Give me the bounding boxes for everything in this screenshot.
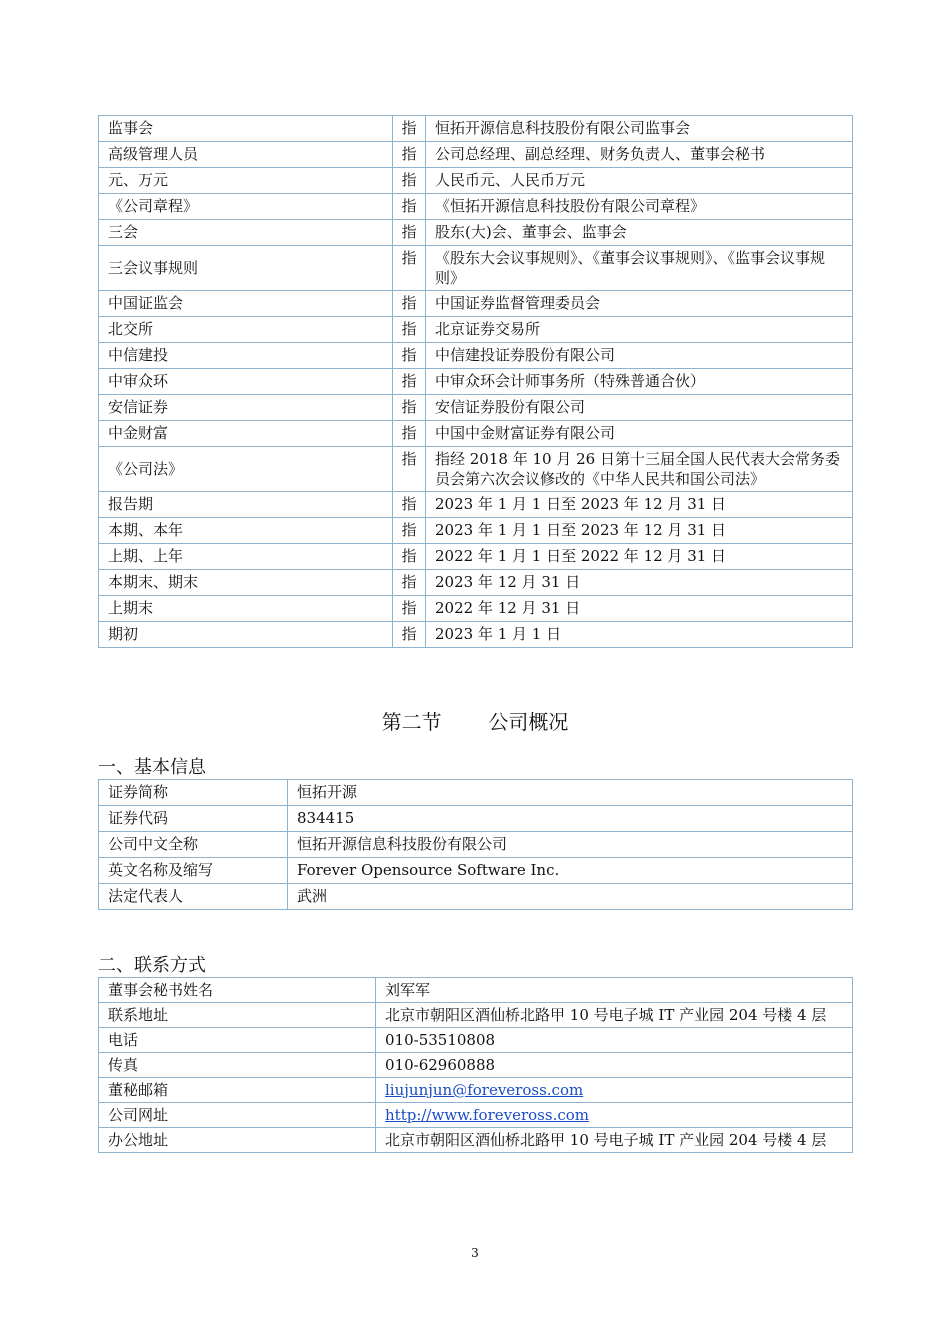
basic-info-table <box>98 779 853 910</box>
table-row <box>99 832 853 858</box>
meaning-cell: 公司总经理、副总经理、财务负责人、董事会秘书 <box>426 142 853 168</box>
section-number: 第二节 <box>381 710 442 734</box>
table-row <box>99 1003 853 1028</box>
term-cell: 监事会 <box>99 116 393 142</box>
table-row <box>99 1128 853 1153</box>
email-link[interactable]: liujunjun@foreveross.com <box>385 1081 584 1099</box>
value-cell: 北京市朝阳区酒仙桥北路甲 10 号电子城 IT 产业园 204 号楼 4 层 <box>376 1003 853 1028</box>
label-cell: 证券代码 <box>99 806 288 832</box>
term-cell: 上期末 <box>99 596 393 622</box>
meaning-cell: 北京证券交易所 <box>426 317 853 343</box>
term-cell: 中国证监会 <box>99 291 393 317</box>
zhi-cell: 指 <box>393 317 426 343</box>
label-cell: 联系地址 <box>99 1003 376 1028</box>
table-row <box>99 1028 853 1053</box>
label-cell: 公司中文全称 <box>99 832 288 858</box>
label-cell: 传真 <box>99 1053 376 1078</box>
website-link[interactable]: http://www.foreveross.com <box>385 1106 589 1124</box>
table-row <box>99 1078 853 1103</box>
meaning-cell: 人民币元、人民币万元 <box>426 168 853 194</box>
table-row <box>99 570 853 596</box>
meaning-cell: 2023 年 12 月 31 日 <box>426 570 853 596</box>
zhi-cell: 指 <box>393 168 426 194</box>
meaning-cell: 安信证券股份有限公司 <box>426 395 853 421</box>
label-cell: 法定代表人 <box>99 884 288 910</box>
meaning-cell: 中国证券监督管理委员会 <box>426 291 853 317</box>
meaning-cell: 《恒拓开源信息科技股份有限公司章程》 <box>426 194 853 220</box>
definitions-table <box>98 115 853 648</box>
table-row <box>99 884 853 910</box>
meaning-cell: 指经 2018 年 10 月 26 日第十三届全国人民代表大会常务委员会第六次会议修改的《中华人民共和国公司法》 <box>426 447 853 492</box>
label-cell: 证券简称 <box>99 780 288 806</box>
term-cell: 上期、上年 <box>99 544 393 570</box>
meaning-cell: 2022 年 1 月 1 日至 2022 年 12 月 31 日 <box>426 544 853 570</box>
table-row <box>99 978 853 1003</box>
term-cell: 本期末、期末 <box>99 570 393 596</box>
zhi-cell: 指 <box>393 622 426 648</box>
table-row <box>99 544 853 570</box>
page-number: 3 <box>471 1246 479 1260</box>
table-row <box>99 596 853 622</box>
label-cell: 公司网址 <box>99 1103 376 1128</box>
value-cell <box>376 1078 853 1103</box>
table-row <box>99 369 853 395</box>
section-heading: 公司概况 <box>488 710 569 734</box>
term-cell: 中审众环 <box>99 369 393 395</box>
zhi-cell: 指 <box>393 596 426 622</box>
basic-info-heading: 一、基本信息 <box>98 757 206 778</box>
meaning-cell: 2022 年 12 月 31 日 <box>426 596 853 622</box>
value-cell: 恒拓开源信息科技股份有限公司 <box>288 832 853 858</box>
table-row <box>99 421 853 447</box>
value-cell: 刘军军 <box>376 978 853 1003</box>
table-row <box>99 291 853 317</box>
zhi-cell: 指 <box>393 220 426 246</box>
term-cell: 期初 <box>99 622 393 648</box>
meaning-cell: 2023 年 1 月 1 日至 2023 年 12 月 31 日 <box>426 518 853 544</box>
term-cell: 元、万元 <box>99 168 393 194</box>
value-cell <box>376 1103 853 1128</box>
table-row <box>99 1103 853 1128</box>
table-row <box>99 780 853 806</box>
value-cell: 834415 <box>288 806 853 832</box>
table-row <box>99 246 853 291</box>
meaning-cell: 股东(大)会、董事会、监事会 <box>426 220 853 246</box>
term-cell: 《公司法》 <box>99 447 393 492</box>
zhi-cell: 指 <box>393 246 426 291</box>
term-cell: 中金财富 <box>99 421 393 447</box>
meaning-cell: 《股东大会议事规则》、《董事会议事规则》、《监事会议事规则》 <box>426 246 853 291</box>
zhi-cell: 指 <box>393 421 426 447</box>
zhi-cell: 指 <box>393 369 426 395</box>
zhi-cell: 指 <box>393 492 426 518</box>
zhi-cell: 指 <box>393 518 426 544</box>
meaning-cell: 2023 年 1 月 1 日 <box>426 622 853 648</box>
meaning-cell: 中审众环会计师事务所（特殊普通合伙） <box>426 369 853 395</box>
table-row <box>99 317 853 343</box>
table-row <box>99 116 853 142</box>
table-row <box>99 806 853 832</box>
table-row <box>99 447 853 492</box>
meaning-cell: 2023 年 1 月 1 日至 2023 年 12 月 31 日 <box>426 492 853 518</box>
zhi-cell: 指 <box>393 343 426 369</box>
value-cell: 010-62960888 <box>376 1053 853 1078</box>
table-row <box>99 220 853 246</box>
table-row <box>99 343 853 369</box>
zhi-cell: 指 <box>393 395 426 421</box>
zhi-cell: 指 <box>393 142 426 168</box>
value-cell: 恒拓开源 <box>288 780 853 806</box>
table-row <box>99 1053 853 1078</box>
zhi-cell: 指 <box>393 116 426 142</box>
value-cell: 北京市朝阳区酒仙桥北路甲 10 号电子城 IT 产业园 204 号楼 4 层 <box>376 1128 853 1153</box>
value-cell: 010-53510808 <box>376 1028 853 1053</box>
contact-heading: 二、联系方式 <box>98 955 206 976</box>
label-cell: 董事会秘书姓名 <box>99 978 376 1003</box>
term-cell: 北交所 <box>99 317 393 343</box>
term-cell: 本期、本年 <box>99 518 393 544</box>
table-row <box>99 194 853 220</box>
zhi-cell: 指 <box>393 570 426 596</box>
term-cell: 报告期 <box>99 492 393 518</box>
label-cell: 董秘邮箱 <box>99 1078 376 1103</box>
term-cell: 三会议事规则 <box>99 246 393 291</box>
zhi-cell: 指 <box>393 447 426 492</box>
term-cell: 三会 <box>99 220 393 246</box>
value-cell: Forever Opensource Software Inc. <box>288 858 853 884</box>
term-cell: 中信建投 <box>99 343 393 369</box>
table-row <box>99 518 853 544</box>
table-row <box>99 168 853 194</box>
term-cell: 高级管理人员 <box>99 142 393 168</box>
zhi-cell: 指 <box>393 544 426 570</box>
table-row <box>99 395 853 421</box>
label-cell: 电话 <box>99 1028 376 1053</box>
meaning-cell: 中信建投证券股份有限公司 <box>426 343 853 369</box>
table-row <box>99 142 853 168</box>
section-title <box>0 706 950 735</box>
meaning-cell: 中国中金财富证券有限公司 <box>426 421 853 447</box>
value-cell: 武洲 <box>288 884 853 910</box>
meaning-cell: 恒拓开源信息科技股份有限公司监事会 <box>426 116 853 142</box>
table-row <box>99 622 853 648</box>
zhi-cell: 指 <box>393 194 426 220</box>
table-row <box>99 492 853 518</box>
zhi-cell: 指 <box>393 291 426 317</box>
table-row <box>99 858 853 884</box>
label-cell: 英文名称及缩写 <box>99 858 288 884</box>
term-cell: 安信证券 <box>99 395 393 421</box>
label-cell: 办公地址 <box>99 1128 376 1153</box>
term-cell: 《公司章程》 <box>99 194 393 220</box>
contact-table <box>98 977 853 1153</box>
